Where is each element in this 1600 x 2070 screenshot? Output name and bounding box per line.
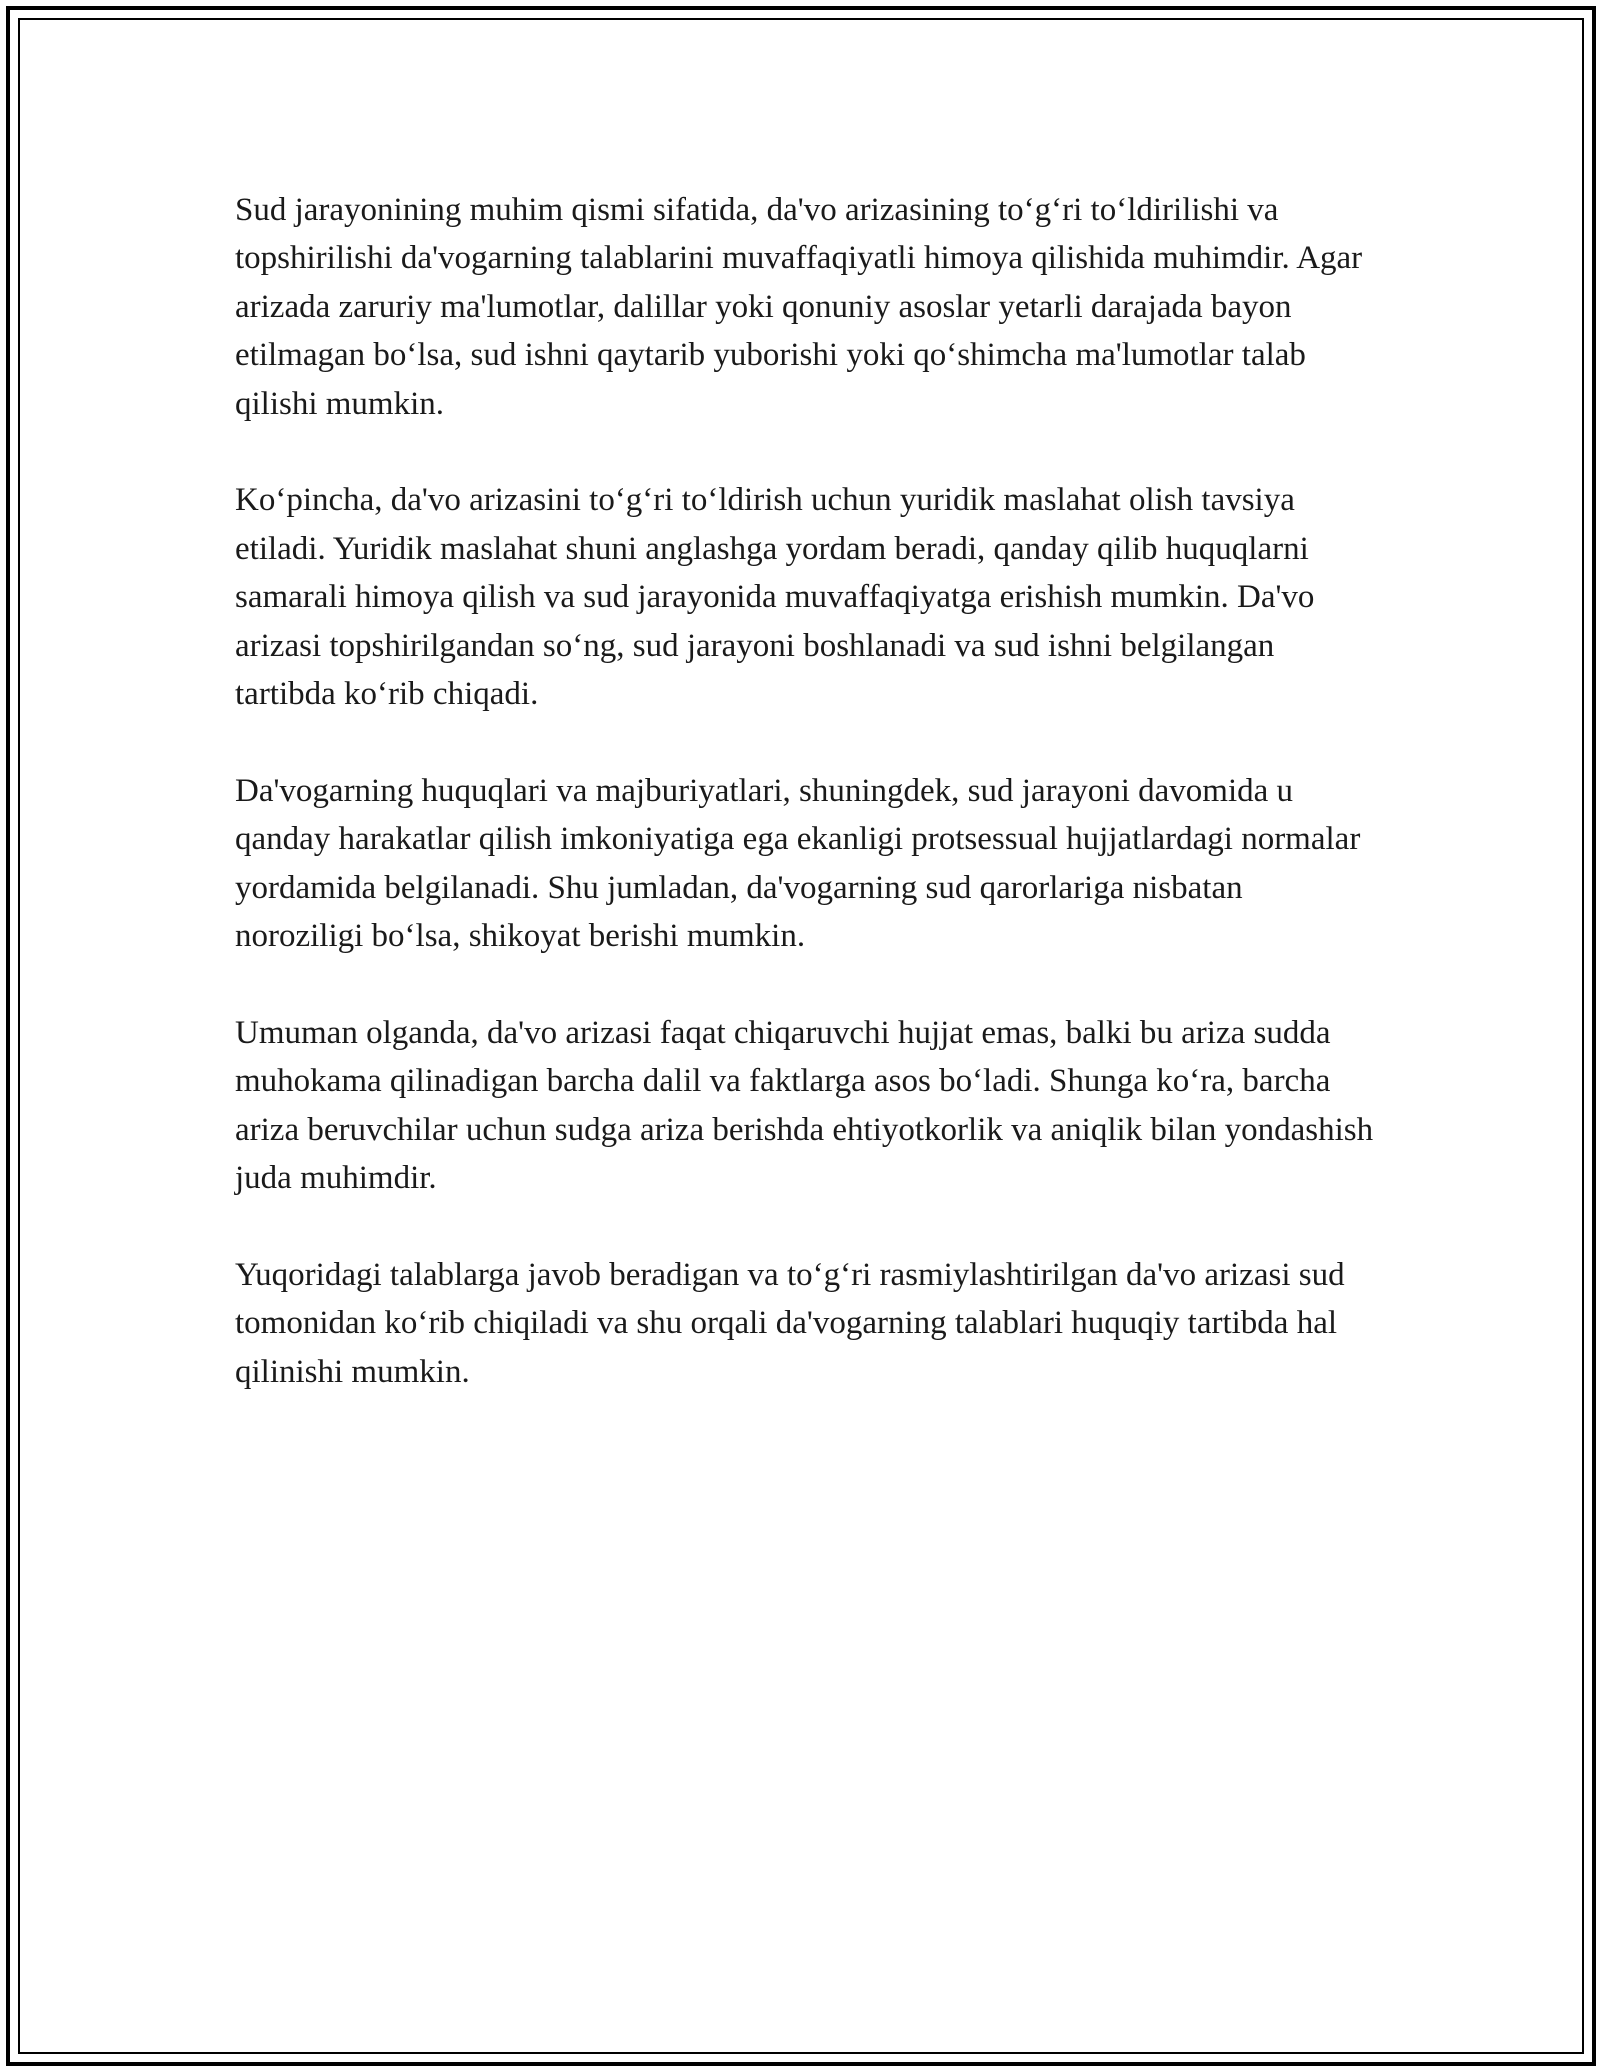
paragraph-1: Sud jarayonining muhim qismi sifatida, da'vo arizasining to‘g‘ri to‘ldirilishi va topshirilishi da'vogarning talablarini muvaffaqiyatli himoya qilishida muhimdir. Agar arizada zaruriy ma'lumotlar, dalillar yoki qonuniy asoslar yetarli darajada bayon etilmagan bo‘lsa, sud ishni qaytarib yuborishi yoki qo‘shimcha ma'lumotlar talab qilishi mumkin.: [235, 192, 1363, 422]
paragraph-5: Yuqoridagi talablarga javob beradigan va to‘g‘ri rasmiylashtirilgan da'vo arizasi sud tomonidan ko‘rib chiqiladi va shu orqali da'vogarning talablari huquqiy tartibda hal qilinishi mumkin.: [235, 1256, 1345, 1390]
paragraph-3: Da'vogarning huquqlari va majburiyatlari, shuningdek, sud jarayoni davomida u qanday harakatlar qilish imkoniyatiga ega ekanligi protsessual hujjatlardagi normalar yordamida belgilanadi. Shu jumladan, da'vogarning sud qarorlariga nisbatan noroziligi bo‘lsa, shikoyat berishi mumkin.: [235, 772, 1361, 955]
paragraph-2: Ko‘pincha, da'vo arizasini to‘g‘ri to‘ldirish uchun yuridik maslahat olish tavsiya etiladi. Yuridik maslahat shuni anglashga yordam beradi, qanday qilib huquqlarni samarali himoya qilish va sud jarayonida muvaffaqiyatga erishish mumkin. Da'vo arizasi topshirilgandan so‘ng, sud jarayoni boshlanadi va sud ishni belgilangan tartibda ko‘rib chiqadi.: [235, 482, 1315, 713]
paragraph-4: Umuman olganda, da'vo arizasi faqat chiqaruvchi hujjat emas, balki bu ariza sudda muhokama qilinadigan barcha dalil va faktlarga asos bo‘ladi. Shunga ko‘ra, barcha ariza beruvchilar uchun sudga ariza berishda ehtiyotkorlik va aniqlik bilan yondashish juda muhimdir.: [235, 1014, 1374, 1197]
document-body: [235, 186, 1375, 1444]
